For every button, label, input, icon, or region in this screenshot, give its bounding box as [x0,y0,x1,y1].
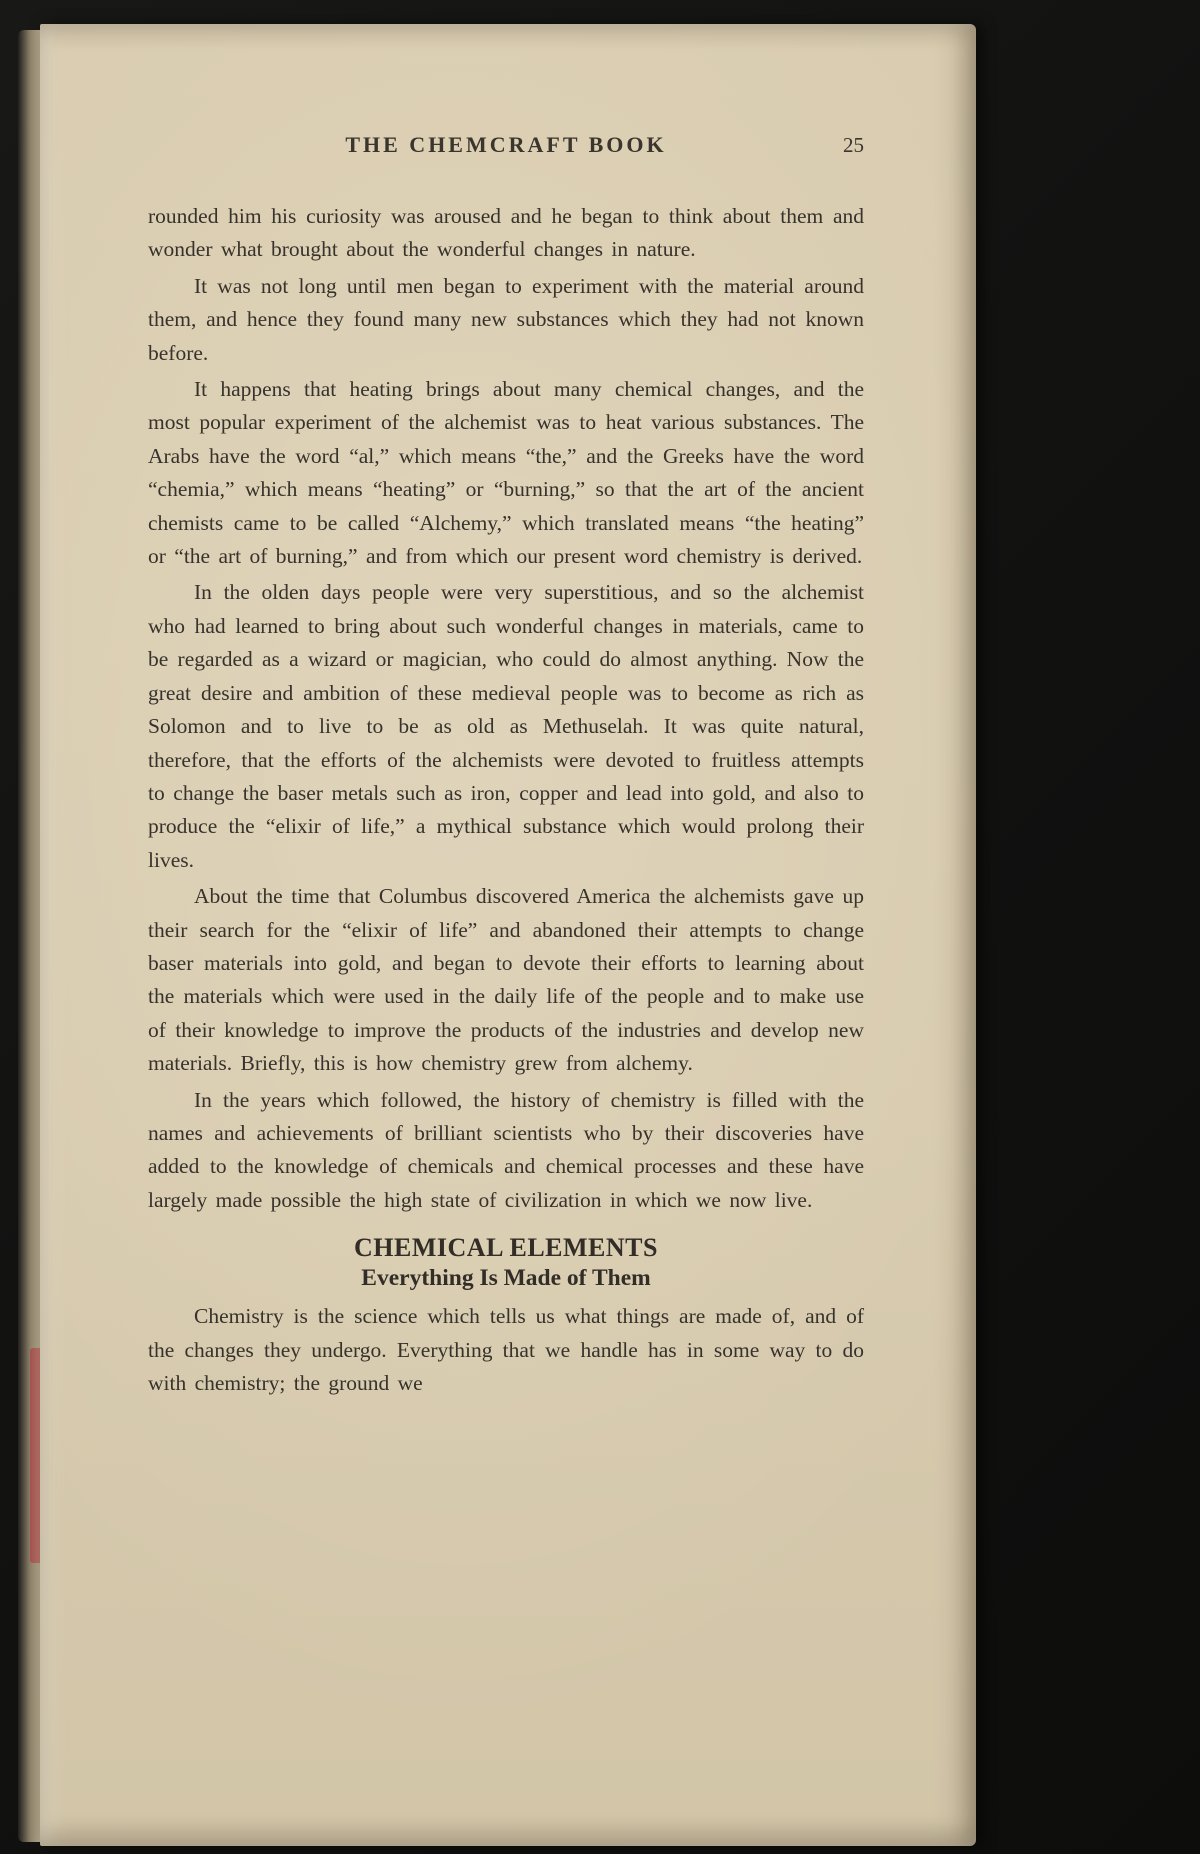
paragraph: Chemistry is the science which tells us what things are made of, and of the changes they undergo. Everything that we handle has in some way to do with chemistry; the ground we [148,1304,864,1395]
running-header-title: THE CHEMCRAFT BOOK [345,132,667,157]
paragraph: In the years which followed, the history of chemistry is filled with the names and achievements of brilliant scientists who by their discoveries have added to the knowledge of chemicals and chemical processes and these have largely made possible the high state of civilization in which we now live. [148,1087,864,1212]
body-text [148,200,864,1400]
section-subheading: Everything Is Made of Them [361,1265,651,1292]
page-content [148,132,864,1403]
book-page [40,24,976,1846]
paragraph: In the olden days people were very superstitious, and so the alchemist who had learned to bring about such wonderful changes in materials, came to be regarded as a wizard or magician, who could do almost anything. Now the great desire and ambition of these medieval people was to become as rich as Solomon and to live to be as old as Methuselah. It was quite natural, therefore, that the efforts of the alchemists were devoted to fruitless attempts to change the baser metals such as iron, copper and lead into gold, and also to produce the “elixir of life,” a mythical substance which would prolong their lives. [148,580,864,872]
paragraph: It happens that heating brings about many chemical changes, and the most popular experiment of the alchemist was to heat various substances. The Arabs have the word “al,” which means “the,” and the Greeks have the word “chemia,” which means “heating” or “burning,” so that the art of the ancient chemists came to be called “Alchemy,” which translated means “the heating” or “the art of burning,” and from which our present word chemistry is derived. [148,377,864,569]
paragraph: rounded him his curiosity was aroused and he began to think about them and wonder what brought about the wonderful changes in nature. [148,204,864,262]
paragraph: About the time that Columbus discovered America the alchemists gave up their search for the “elixir of life” and abandoned their attempts to change baser materials into gold, and began to devote their efforts to learning about the materials which were used in the daily life of the people and to make use of their knowledge to improve the products of the industries and develop new materials. Briefly, this is how chemistry grew from alchemy. [148,884,864,1076]
running-header [148,132,864,158]
page-number: 25 [843,133,864,157]
section-heading: CHEMICAL ELEMENTS [354,1233,658,1263]
paragraph: It was not long until men began to experiment with the material around them, and hence they found many new substances which they had not known before. [148,273,864,365]
